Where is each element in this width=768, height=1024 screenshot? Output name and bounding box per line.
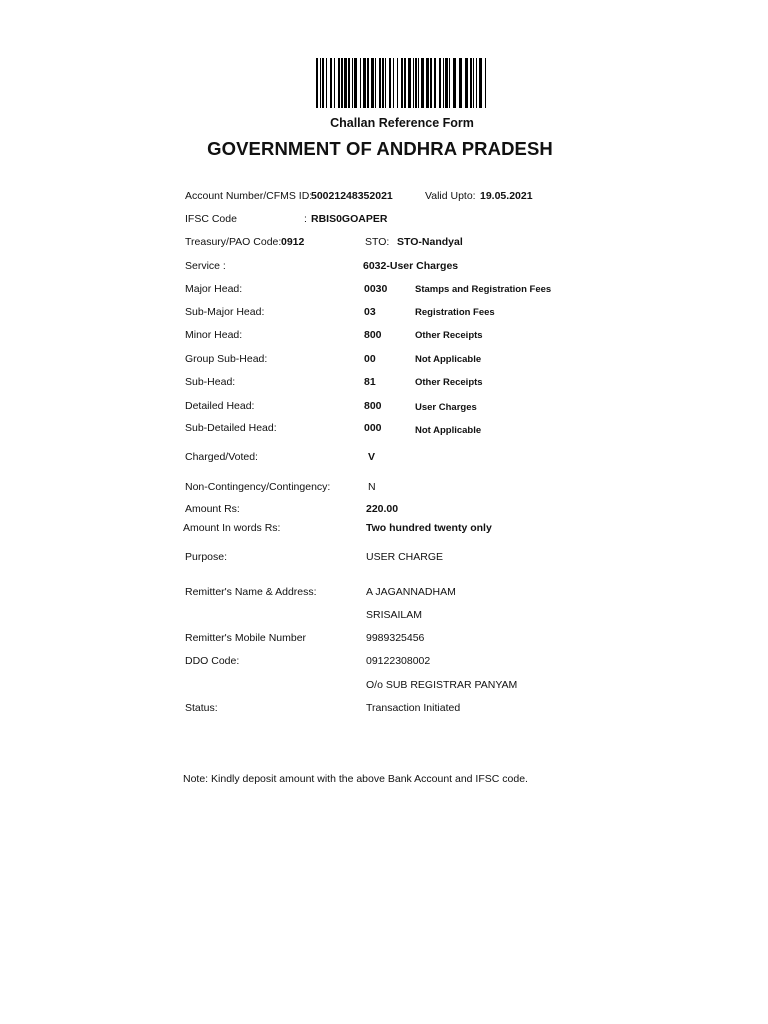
sub-head-code: 81: [364, 376, 376, 388]
form-title: Challan Reference Form: [330, 116, 474, 130]
charged-voted-label: Charged/Voted:: [185, 451, 258, 463]
group-sub-head-label: Group Sub-Head:: [185, 353, 268, 365]
group-sub-head-desc: Not Applicable: [415, 354, 482, 365]
service-label: Service :: [185, 260, 226, 272]
minor-head-code: 800: [364, 329, 382, 341]
mobile-label: Remitter's Mobile Number: [185, 632, 307, 644]
sub-detailed-head-code: 000: [364, 422, 382, 434]
ddo-code-value: 09122308002: [366, 655, 431, 667]
account-number-value: 50021248352021: [311, 190, 393, 202]
sto-value: STO-Nandyal: [397, 236, 463, 248]
group-sub-head-code: 00: [364, 353, 376, 365]
valid-upto-value: 19.05.2021: [480, 190, 533, 202]
sub-major-head-code: 03: [364, 306, 376, 318]
service-value: 6032-User Charges: [363, 260, 459, 272]
major-head-code: 0030: [364, 283, 388, 295]
deposit-note: Note: Kindly deposit amount with the above Bank Account and IFSC code.: [183, 773, 528, 785]
sub-head-desc: Other Receipts: [415, 377, 483, 388]
treasury-label: Treasury/PAO Code:: [185, 236, 282, 248]
remitter-name: A JAGANNADHAM: [366, 586, 456, 598]
sub-head-label: Sub-Head:: [185, 376, 236, 388]
ifsc-separator: :: [304, 213, 307, 225]
major-head-desc: Stamps and Registration Fees: [415, 284, 552, 295]
remitter-address: SRISAILAM: [366, 609, 423, 621]
sub-detailed-head-desc: Not Applicable: [415, 425, 482, 436]
detailed-head-label: Detailed Head:: [185, 400, 255, 412]
ifsc-label: IFSC Code: [185, 213, 237, 225]
sub-detailed-head-label: Sub-Detailed Head:: [185, 422, 277, 434]
contingency-label: Non-Contingency/Contingency:: [185, 481, 331, 493]
purpose-label: Purpose:: [185, 551, 228, 563]
amount-words-label: Amount In words Rs:: [183, 522, 281, 534]
ddo-code-label: DDO Code:: [185, 655, 240, 667]
ddo-office: O/o SUB REGISTRAR PANYAM: [366, 679, 518, 691]
treasury-value: 0912: [281, 236, 305, 248]
minor-head-label: Minor Head:: [185, 329, 243, 341]
amount-value: 220.00: [366, 503, 399, 515]
sub-major-head-desc: Registration Fees: [415, 307, 495, 318]
valid-upto-label: Valid Upto:: [425, 190, 476, 202]
minor-head-desc: Other Receipts: [415, 330, 483, 341]
major-head-label: Major Head:: [185, 283, 243, 295]
mobile-value: 9989325456: [366, 632, 425, 644]
purpose-value: USER CHARGE: [366, 551, 444, 563]
government-title: GOVERNMENT OF ANDHRA PRADESH: [207, 138, 553, 159]
barcode: [316, 58, 488, 108]
amount-words-value: Two hundred twenty only: [366, 522, 492, 534]
charged-voted-value: V: [368, 451, 376, 463]
status-value: Transaction Initiated: [366, 702, 461, 714]
sto-label: STO:: [365, 236, 390, 248]
status-label: Status:: [185, 702, 218, 714]
remitter-label: Remitter's Name & Address:: [185, 586, 317, 598]
ifsc-value: RBIS0GOAPER: [311, 213, 388, 225]
sub-major-head-label: Sub-Major Head:: [185, 306, 265, 318]
contingency-value: N: [368, 481, 376, 493]
amount-label: Amount Rs:: [185, 503, 240, 515]
detailed-head-desc: User Charges: [415, 402, 477, 413]
account-number-label: Account Number/CFMS ID:: [185, 190, 313, 202]
detailed-head-code: 800: [364, 400, 382, 412]
